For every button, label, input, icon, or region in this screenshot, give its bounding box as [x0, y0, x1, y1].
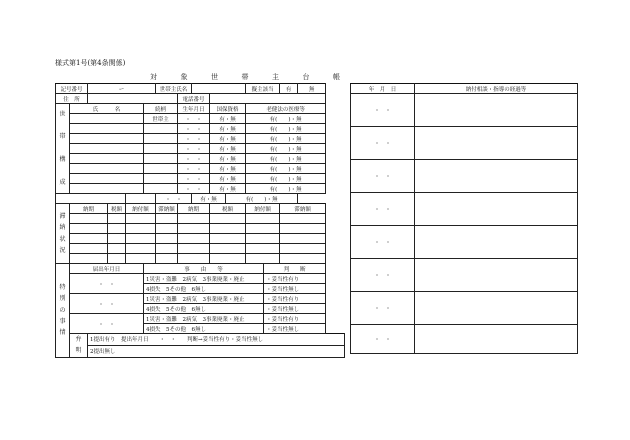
member-row: ・ ・ 有・無 有( )・無: [56, 194, 345, 204]
household-head-field[interactable]: [192, 84, 246, 94]
log-col-date: 年 月 日: [351, 84, 415, 94]
arrears-col: 納付額: [126, 204, 156, 214]
arrears-col: 税額: [108, 204, 126, 214]
title-char: 主: [272, 73, 279, 81]
log-row: ・ ・: [351, 259, 578, 292]
title-char: 台: [302, 73, 310, 81]
welfare-label: 擬主該当: [246, 84, 280, 94]
phone-field[interactable]: [210, 94, 326, 104]
record-no-label: 記号番号: [56, 84, 88, 94]
arrears-section-label: 滞 納 状 況: [56, 204, 70, 264]
member-row: ・ ・ 有・無 有( )・無: [56, 154, 345, 164]
log-row: ・ ・: [351, 226, 578, 259]
title-char: 対: [150, 73, 157, 81]
arrears-col: 滞納額: [156, 204, 178, 214]
log-row: ・ ・: [351, 94, 578, 127]
log-row: ・ ・: [351, 292, 578, 325]
arrears-row: [56, 214, 345, 224]
address-field[interactable]: [88, 94, 178, 104]
log-row: ・ ・: [351, 160, 578, 193]
phone-label: 電話番号: [178, 94, 210, 104]
special-row: ・ ・ 1災害・盗難 2病気 3事業廃業・廃止 ・妥当性有り: [56, 274, 345, 284]
member-row: ・ ・ 有・無 有( )・無: [56, 144, 345, 154]
log-row: ・ ・: [351, 193, 578, 226]
member-row: ・ ・ 有・無 有( )・無: [56, 184, 345, 194]
form-number: 様式第1号(第4条関係): [55, 59, 126, 67]
col-elderly: 老健法の医療等: [246, 104, 326, 114]
welfare-no[interactable]: 無: [298, 84, 326, 94]
col-relation: 続柄: [144, 104, 178, 114]
arrears-col: 税額: [210, 204, 246, 214]
arrears-col: 納付額: [246, 204, 280, 214]
special-section-label: 特 別 の 事 情: [56, 264, 70, 358]
household-head-label: 世帯主氏名: [156, 84, 192, 94]
col-report-date: 届出年月日: [70, 264, 144, 274]
col-name: 氏 名: [70, 104, 144, 114]
register-table: 記号番号 ー 世帯主氏名 擬主該当 有 無 住 所 電話番号 世 帯 構 成 氏 名 続柄 生年月日 国保資格 老健法の医療等 世帯主 ・ ・ 有・無 有( )・無 ・ ・ 有・無 有( )・無 ・ ・ 有・無 有( )・無 ・ ・ 有・無 有( )・無 ・ ・ 有・無 有( )・無 ・ ・ 有・無 有( )・無 ・ ・ 有・無 有( )・無 ・ ・ 有・無 有( )・無 ・ ・ 有・無 有( )・無 滞 納 状 況 納期 税額 納付額 滞納額 納期 税額 納付額 滞納額 特 別 の 事 情 届出年月日 事 由 等 判 断 ・ ・ 1災害・盗難 2病気 3事業廃業・廃止 ・妥当性有り 4損失 5その他 6無し ・妥当性無し ・ ・ 1災害・盗難 2病気 3事業廃業・廃止 ・妥当性有り 4損失 5その他 6無し ・妥当性無し ・ ・ 1災害・盗難 2病気 3事業廃業・廃止 ・妥当性有り 4損失 5その他 6無し ・妥当性無し 弁 明 1提出有り 提出年月日 ・ ・ 判断→妥当性有り・妥当性無し 2提出無し: [55, 83, 345, 358]
explanation-section-label: 弁 明: [70, 334, 88, 358]
arrears-col: 滞納額: [280, 204, 326, 214]
arrears-row: [56, 224, 345, 234]
consultation-log-table: [350, 83, 578, 354]
explanation-line2[interactable]: 2提出無し: [88, 345, 345, 357]
special-row: ・ ・ 1災害・盗難 2病気 3事業廃業・廃止 ・妥当性有り: [56, 294, 345, 304]
explanation-line1[interactable]: 1提出有り 提出年月日 ・ ・ 判断→妥当性有り・妥当性無し: [88, 334, 345, 346]
member-row: ・ ・ 有・無 有( )・無: [56, 174, 345, 184]
log-col-details: 納付相談・指導の経過等: [415, 84, 578, 94]
member-row: 世帯主 ・ ・ 有・無 有( )・無: [56, 114, 345, 124]
arrears-col: 納期: [178, 204, 210, 214]
title-char: 象: [180, 73, 188, 81]
member-row: ・ ・ 有・無 有( )・無: [56, 124, 345, 134]
log-row: ・ ・: [351, 325, 578, 354]
title-char: 帳: [333, 73, 340, 81]
arrears-row: [56, 254, 345, 264]
welfare-yes[interactable]: 有: [280, 84, 298, 94]
arrears-col: 納期: [70, 204, 108, 214]
arrears-row: [56, 244, 345, 254]
title-char: 世: [211, 73, 218, 81]
special-row: ・ ・ 1災害・盗難 2病気 3事業廃業・廃止 ・妥当性有り: [56, 314, 345, 324]
log-row: ・ ・: [351, 127, 578, 160]
member-row: ・ ・ 有・無 有( )・無: [56, 164, 345, 174]
members-section-label: 世 帯 構 成: [56, 104, 70, 194]
member-row: ・ ・ 有・無 有( )・無: [56, 134, 345, 144]
page-title: [150, 72, 340, 82]
col-judgment: 判 断: [264, 264, 326, 274]
address-label: 住 所: [56, 94, 88, 104]
title-char: 帯: [241, 73, 249, 81]
col-reason: 事 由 等: [144, 264, 264, 274]
record-no-field[interactable]: ー: [88, 84, 156, 94]
arrears-row: [56, 234, 345, 244]
col-nhi: 国保資格: [210, 104, 246, 114]
col-birth: 生年月日: [178, 104, 210, 114]
